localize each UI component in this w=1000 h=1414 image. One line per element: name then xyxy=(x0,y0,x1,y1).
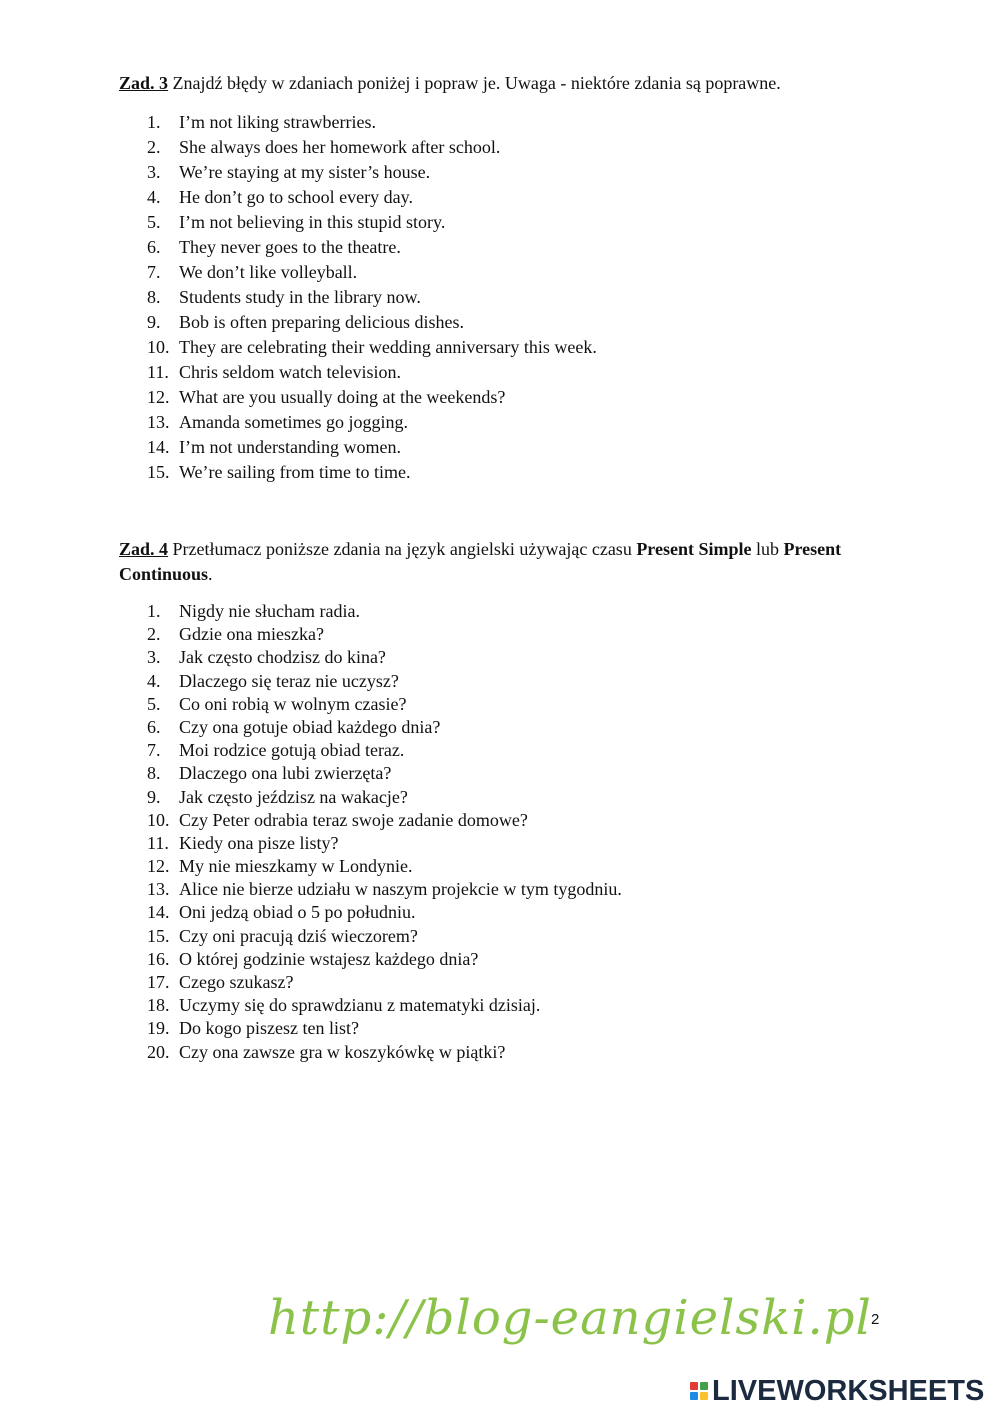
task3-item-text: Bob is often preparing delicious dishes. xyxy=(179,312,464,332)
task4-item-number: 8. xyxy=(147,763,161,784)
task4-item xyxy=(147,948,622,971)
task4-item-text: Nigdy nie słucham radia. xyxy=(179,601,360,621)
task3-item-number: 12. xyxy=(147,387,170,407)
task4-item xyxy=(147,762,622,785)
task3-item-text: We don’t like volleyball. xyxy=(179,262,358,282)
task4-connector: lub xyxy=(755,539,779,559)
task4-item-text: Czy ona zawsze gra w koszykówkę w piątki? xyxy=(179,1041,506,1062)
logo-square xyxy=(700,1392,708,1400)
task4-item-number: 6. xyxy=(147,716,161,737)
task4-item-number: 11. xyxy=(147,832,169,853)
task3-item-text: I’m not believing in this stupid story. xyxy=(179,212,446,232)
task3-item xyxy=(147,235,597,260)
task3-item xyxy=(147,110,597,135)
task3-label: Zad. 3 xyxy=(119,73,169,93)
task3-instruction: Znajdź błędy w zdaniach poniżej i popraw je. Uwaga - niektóre zdania są poprawne. xyxy=(172,73,781,93)
task4-item-number: 17. xyxy=(147,972,170,992)
task4-item-number: 15. xyxy=(147,925,170,946)
liveworksheets-logo xyxy=(690,1376,984,1406)
task3-item-number: 13. xyxy=(147,412,170,432)
task4-item-number: 9. xyxy=(147,786,161,807)
task4-item-number: 13. xyxy=(147,879,170,900)
task4-item-text: Dlaczego ona lubi zwierzęta? xyxy=(179,763,392,784)
task3-item-number: 11. xyxy=(147,362,169,382)
task3-item-text: They are celebrating their wedding anniversary this week. xyxy=(179,337,597,357)
task4-item-text: Gdzie ona mieszka? xyxy=(179,624,324,645)
task3-item-text: I’m not understanding women. xyxy=(179,437,401,457)
task4-item-text: Czy ona gotuje obiad każdego dnia? xyxy=(179,716,441,737)
task4-item-text: Kiedy ona pisze listy? xyxy=(179,832,339,853)
task3-item xyxy=(147,460,597,485)
task4-instruction: Przetłumacz poniższe zdania na język angielski używając czasu xyxy=(172,539,632,559)
task3-item-number: 15. xyxy=(147,462,170,482)
task3-item-number: 8. xyxy=(147,287,161,307)
task4-item xyxy=(147,716,622,739)
logo-square xyxy=(700,1382,708,1390)
task3-item-text: What are you usually doing at the weekends? xyxy=(179,387,506,407)
task4-item-number: 3. xyxy=(147,647,161,668)
task3-item xyxy=(147,260,597,285)
task3-item-text: He don’t go to school every day. xyxy=(179,187,413,207)
task4-item xyxy=(147,786,622,809)
liveworksheets-brand: LIVEWORKSHEETS xyxy=(712,1374,985,1407)
task4-item-number: 7. xyxy=(147,740,161,761)
task4-heading xyxy=(119,537,879,587)
task4-item-text: Jak często jeździsz na wakacje? xyxy=(179,786,408,807)
task4-list xyxy=(147,600,622,1064)
task4-item-text: Czego szukasz? xyxy=(179,972,294,992)
task4-item xyxy=(147,623,622,646)
task4-end: . xyxy=(208,564,213,584)
task4-item xyxy=(147,646,622,669)
task3-item-text: She always does her homework after school. xyxy=(179,137,501,157)
task3-item xyxy=(147,385,597,410)
page-number: 2 xyxy=(871,1311,880,1328)
task4-item xyxy=(147,739,622,762)
task3-item-number: 14. xyxy=(147,437,170,457)
task4-item-number: 5. xyxy=(147,693,161,714)
task4-item xyxy=(147,925,622,948)
task3-item xyxy=(147,185,597,210)
logo-square xyxy=(690,1382,698,1390)
task4-item xyxy=(147,855,622,878)
task3-item xyxy=(147,310,597,335)
task4-item-text: O której godzinie wstajesz każdego dnia? xyxy=(179,948,479,969)
task4-tense-2: Present Continuous xyxy=(119,539,842,584)
task4-label: Zad. 4 xyxy=(119,539,169,559)
task4-item-text: My nie mieszkamy w Londynie. xyxy=(179,856,413,877)
task3-item-text: Amanda sometimes go jogging. xyxy=(179,412,408,432)
task3-item-text: Chris seldom watch television. xyxy=(179,362,401,382)
task4-item-text: Co oni robią w wolnym czasie? xyxy=(179,693,407,714)
task4-item xyxy=(147,971,622,994)
task4-item xyxy=(147,832,622,855)
task4-item-number: 1. xyxy=(147,601,161,621)
task3-item-number: 1. xyxy=(147,112,161,132)
task4-item xyxy=(147,994,622,1017)
task4-item xyxy=(147,901,622,924)
task3-item-number: 5. xyxy=(147,212,161,232)
task4-item xyxy=(147,693,622,716)
task4-item-number: 18. xyxy=(147,995,170,1016)
task3-item xyxy=(147,135,597,160)
task4-tense-1: Present Simple xyxy=(636,539,752,559)
task4-item xyxy=(147,809,622,832)
task4-item-number: 20. xyxy=(147,1041,170,1062)
task4-item-text: Do kogo piszesz ten list? xyxy=(179,1018,359,1039)
task4-item-text: Czy oni pracują dziś wieczorem? xyxy=(179,925,418,946)
task3-item-number: 6. xyxy=(147,237,161,257)
task3-item-number: 9. xyxy=(147,312,161,332)
task4-item-number: 19. xyxy=(147,1018,170,1039)
task4-item xyxy=(147,670,622,693)
task4-item xyxy=(147,1017,622,1040)
task4-item xyxy=(147,600,622,623)
task4-item-number: 10. xyxy=(147,809,170,830)
task3-item-text: We’re sailing from time to time. xyxy=(179,462,411,482)
task4-item-text: Czy Peter odrabia teraz swoje zadanie domowe? xyxy=(179,809,528,830)
task3-item xyxy=(147,160,597,185)
task3-item xyxy=(147,210,597,235)
task4-item-number: 16. xyxy=(147,948,170,969)
task4-item-number: 2. xyxy=(147,624,161,645)
task4-item-text: Oni jedzą obiad o 5 po południu. xyxy=(179,902,416,923)
task3-item xyxy=(147,335,597,360)
task4-item xyxy=(147,878,622,901)
task3-item-text: They never goes to the theatre. xyxy=(179,237,401,257)
logo-square xyxy=(690,1392,698,1400)
task4-item-number: 4. xyxy=(147,670,161,691)
task4-item-text: Alice nie bierze udziału w naszym projekcie w tym tygodniu. xyxy=(179,879,622,900)
task4-item-number: 12. xyxy=(147,856,170,877)
task3-item xyxy=(147,360,597,385)
task4-item-number: 14. xyxy=(147,902,170,923)
task3-item-number: 7. xyxy=(147,262,161,282)
task3-item xyxy=(147,435,597,460)
task3-item-text: We’re staying at my sister’s house. xyxy=(179,162,431,182)
task3-list xyxy=(147,110,597,485)
task3-item-text: Students study in the library now. xyxy=(179,287,421,307)
task3-heading xyxy=(119,71,879,96)
task3-item xyxy=(147,410,597,435)
task4-item-text: Moi rodzice gotują obiad teraz. xyxy=(179,740,405,761)
task3-item-text: I’m not liking strawberries. xyxy=(179,112,376,132)
task4-item xyxy=(147,1041,622,1064)
task3-item-number: 2. xyxy=(147,137,161,157)
task4-item-text: Jak często chodzisz do kina? xyxy=(179,647,386,668)
task4-item-text: Uczymy się do sprawdzianu z matematyki dzisiaj. xyxy=(179,995,541,1016)
liveworksheets-grid-icon xyxy=(690,1382,708,1400)
task4-item-text: Dlaczego się teraz nie uczysz? xyxy=(179,670,399,691)
task3-item xyxy=(147,285,597,310)
site-watermark: http://blog-eangielski.pl xyxy=(268,1290,872,1346)
task3-item-number: 3. xyxy=(147,162,161,182)
task3-item-number: 4. xyxy=(147,187,161,207)
task3-item-number: 10. xyxy=(147,337,170,357)
